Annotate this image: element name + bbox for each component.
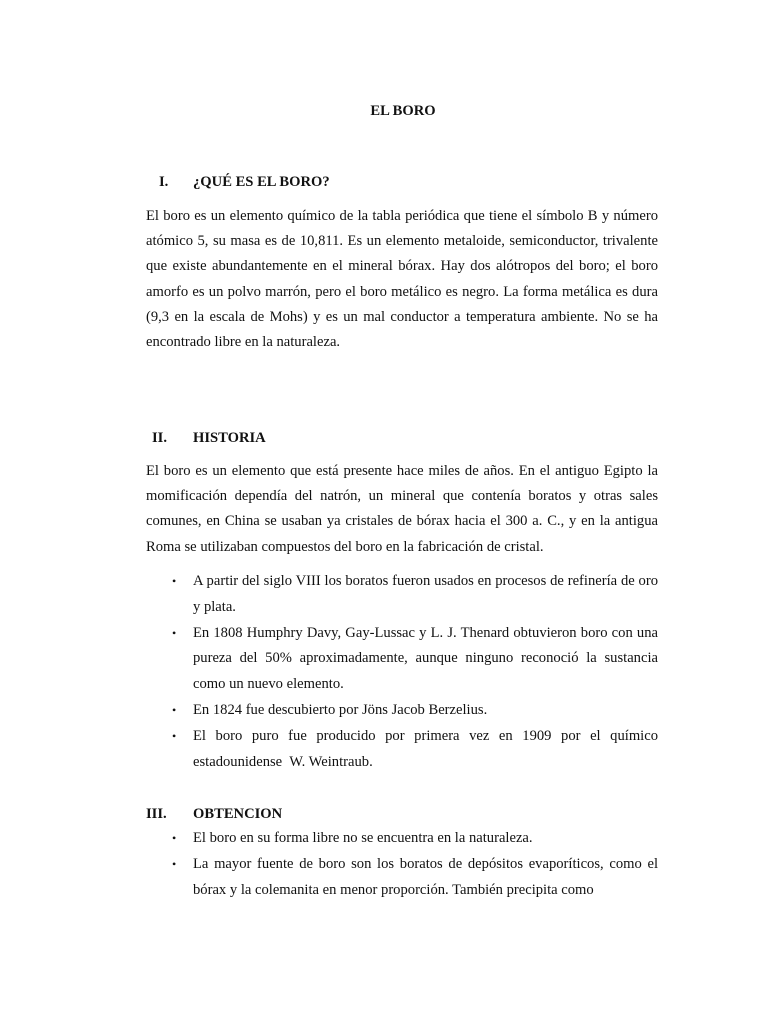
history-bullet-list — [146, 569, 662, 775]
list-item-text: El boro puro fue producido por primera vez en 1909 por el químico estadounidense W. Weintraub. — [193, 727, 662, 770]
list-item-text: En 1824 fue descubierto por Jöns Jacob Berzelius. — [193, 701, 488, 718]
bullet-icon: • — [172, 702, 177, 717]
list-item-text: A partir del siglo VIII los boratos fueron usados en procesos de refinería de oro y plata. — [193, 573, 658, 615]
bullet-icon: • — [172, 831, 177, 845]
list-item-text: La mayor fuente de boro son los boratos de depósitos evaporíticos, como el bórax y la colemanita en menor proporción. También precipita como — [193, 855, 658, 898]
list-item — [146, 826, 658, 852]
bullet-icon: • — [172, 728, 177, 743]
section-title-2: HISTORIA — [193, 430, 266, 446]
list-item — [146, 698, 658, 724]
list-item-text: En 1808 Humphry Davy, Gay-Lussac y L. J. Thenard obtuvieron boro con una pureza del 50% aproximadamente, aunque ninguno reconoció la sustancia como un nuevo elemento. — [193, 624, 658, 693]
list-item — [146, 621, 658, 698]
bullet-icon: • — [172, 856, 177, 871]
section-paragraph-2: El boro es un elemento que está presente hace miles de años. En el antiguo Egipto la momificación dependía del natrón, un mineral que contenía boratos y otras sales comunes, en China se usaban ya cristales de bórax hacia el 300 a. C., y en la antigua Roma se utilizaban compuestos del boro en la fabricación de cristal. — [146, 463, 658, 555]
section-number-1: I. — [159, 174, 169, 190]
list-item — [146, 724, 662, 776]
list-item-text: El boro en su forma libre no se encuentra en la naturaleza. — [193, 830, 533, 846]
list-item — [146, 852, 658, 904]
document-title: EL BORO — [370, 103, 436, 119]
bullet-icon: • — [172, 574, 177, 588]
list-item — [146, 569, 658, 621]
obtencion-bullet-list — [146, 826, 658, 903]
section-title-1: ¿QUÉ ES EL BORO? — [193, 174, 330, 190]
section-number-2: II. — [152, 430, 168, 446]
bullet-icon: • — [172, 625, 177, 640]
section-title-3: OBTENCION — [193, 806, 283, 822]
section-number-3: III. — [146, 806, 167, 822]
section-paragraph-1: El boro es un elemento químico de la tabla periódica que tiene el símbolo B y número atómico 5, su masa es de 10,811. Es un elemento metaloide, semiconductor, trivalente que existe abundantemente en el mineral bórax. Hay dos alótropos del boro; el boro amorfo es un polvo marrón, pero el boro metálico es negro. La forma metálica es dura (9,3 en la escala de Mohs) y es un mal conductor a temperatura ambiente. No se ha encontrado libre en la naturaleza. — [146, 208, 658, 351]
